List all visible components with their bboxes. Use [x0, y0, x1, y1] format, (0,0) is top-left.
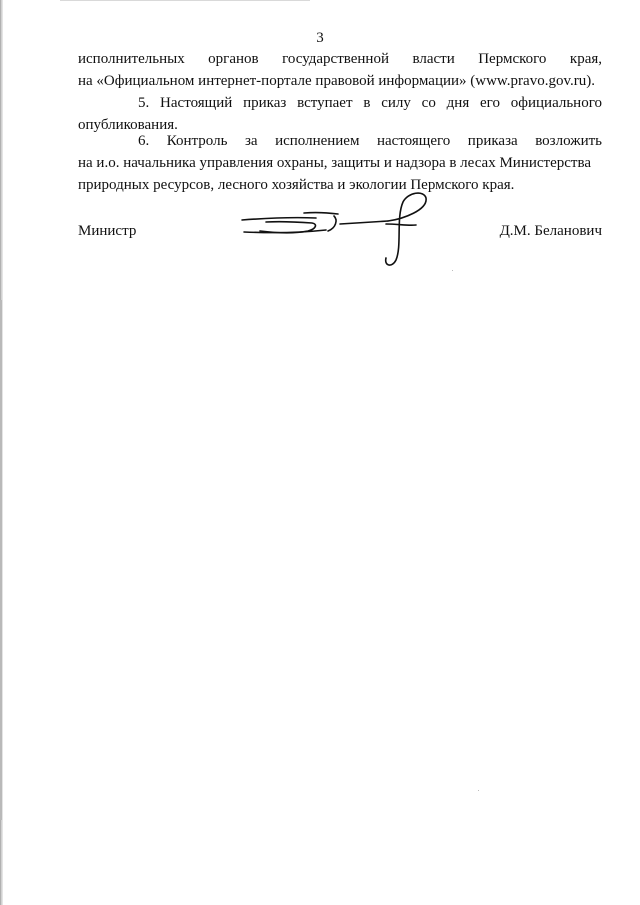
body-line-3: 5. Настоящий приказ вступает в силу со дня его официального [138, 95, 602, 111]
scan-top-mark [60, 0, 310, 1]
body-line-1: исполнительных органов государственной власти Пермского края, [78, 51, 602, 67]
scan-edge-mark [0, 300, 2, 820]
handwritten-signature [238, 188, 438, 268]
scan-speck [452, 270, 453, 271]
scan-speck [478, 790, 479, 791]
body-line-7: природных ресурсов, лесного хозяйства и экологии Пермского края. [78, 177, 515, 193]
body-line-2: на «Официальном интернет-портале правовой информации» (www.pravo.gov.ru). [78, 73, 595, 89]
body-line-5: 6. Контроль за исполнением настоящего приказа возложить [138, 133, 602, 149]
signatory-title: Министр [78, 223, 137, 239]
body-line-4: опубликования. [78, 117, 178, 133]
signatory-name: Д.М. Беланович [499, 223, 602, 239]
body-line-6: на и.о. начальника управления охраны, защиты и надзора в лесах Министерства [78, 155, 591, 171]
page-number: 3 [316, 30, 324, 46]
